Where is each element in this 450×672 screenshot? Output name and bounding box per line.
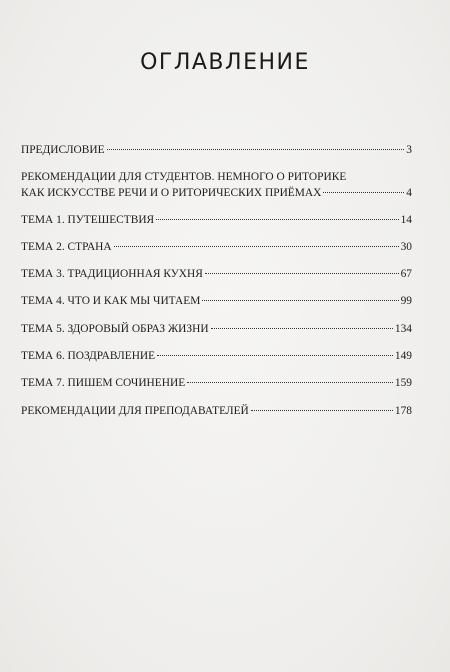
toc-entry-page: 67 — [400, 268, 412, 280]
dot-leader — [205, 273, 399, 274]
toc-entry — [21, 143, 412, 157]
toc-entry-label: КАК ИСКУССТВЕ РЕЧИ И О РИТОРИЧЕСКИХ ПРИЁМАХ — [21, 187, 322, 199]
toc-entry — [21, 170, 412, 200]
toc-entry-label: РЕКОМЕНДАЦИИ ДЛЯ ПРЕПОДАВАТЕЛЕЙ — [21, 405, 249, 417]
toc-entry-page: 178 — [394, 405, 412, 417]
dot-leader — [157, 355, 393, 356]
dot-leader — [211, 328, 393, 329]
toc-entry — [21, 240, 412, 254]
toc-entry-label: ТЕМА 2. СТРАНА — [21, 241, 112, 253]
toc-entry-page: 30 — [400, 241, 412, 253]
toc-entry-label: ТЕМА 5. ЗДОРОВЫЙ ОБРАЗ ЖИЗНИ — [21, 323, 209, 335]
dot-leader — [114, 246, 399, 247]
toc-entry-label-line1: РЕКОМЕНДАЦИИ ДЛЯ СТУДЕНТОВ. НЕМНОГО О РИТОРИКЕ — [21, 171, 347, 183]
toc-entry — [21, 349, 412, 363]
dot-leader — [187, 382, 393, 383]
dot-leader — [156, 219, 398, 220]
toc-entry-label: ТЕМА 6. ПОЗДРАВЛЕНИЕ — [21, 350, 156, 362]
toc-entry — [21, 267, 412, 281]
toc-entry-label: ТЕМА 7. ПИШЕМ СОЧИНЕНИЕ — [21, 377, 186, 389]
toc-entry — [21, 294, 412, 308]
toc-entry — [21, 213, 412, 227]
toc-entry-page: 3 — [406, 144, 412, 156]
dot-leader — [323, 192, 404, 193]
toc-entry-label: ТЕМА 1. ПУТЕШЕСТВИЯ — [21, 214, 155, 226]
toc-entry-label: ТЕМА 4. ЧТО И КАК МЫ ЧИТАЕМ — [21, 295, 201, 307]
toc-entry-page: 159 — [394, 377, 412, 389]
toc-entry-page: 14 — [400, 214, 412, 226]
toc-entry-label: ПРЕДИСЛОВИЕ — [21, 144, 105, 156]
toc-entry-page: 149 — [394, 350, 412, 362]
toc-entry-page: 4 — [406, 187, 412, 199]
toc-entry — [21, 376, 412, 390]
toc-entry-page: 134 — [394, 323, 412, 335]
dot-leader — [107, 149, 405, 150]
dot-leader — [202, 300, 398, 301]
toc-entry — [21, 322, 412, 336]
toc-entry-page: 99 — [400, 295, 412, 307]
toc-entry-label: ТЕМА 3. ТРАДИЦИОННАЯ КУХНЯ — [21, 268, 203, 280]
toc-entry — [21, 404, 412, 418]
dot-leader — [251, 410, 393, 411]
page-title: ОГЛАВЛЕНИЕ — [140, 50, 310, 75]
